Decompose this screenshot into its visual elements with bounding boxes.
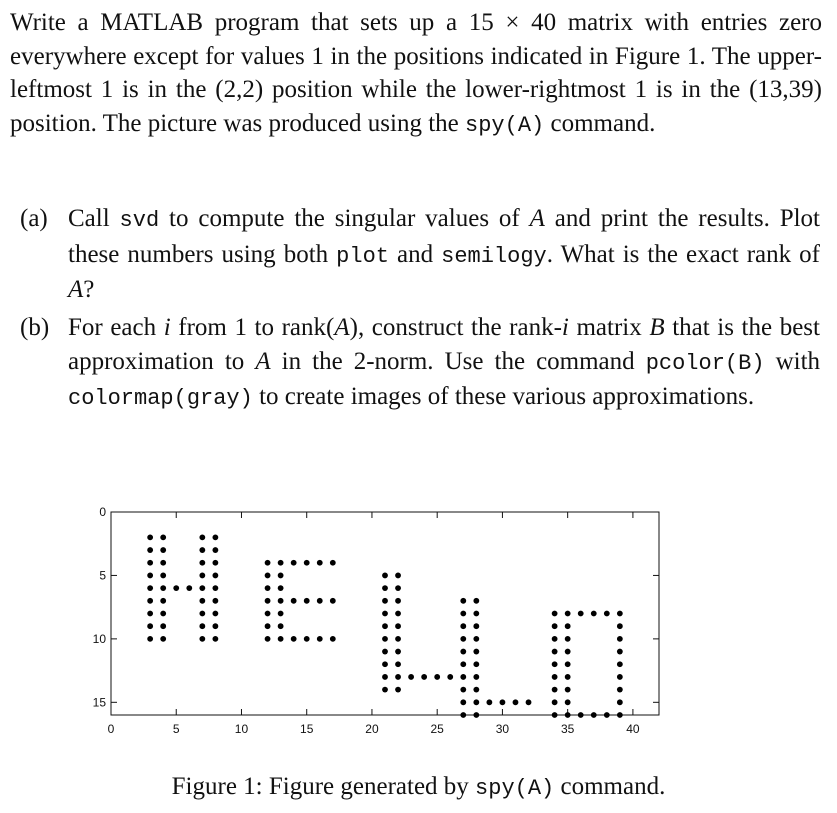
data-point [460,611,466,617]
data-point [382,649,388,655]
data-point [617,687,623,693]
figure-caption: Figure 1: Figure generated by spy(A) command. [171,773,666,801]
data-point [147,611,153,617]
data-point [408,674,414,680]
data-point [617,611,623,617]
data-point [212,547,218,553]
data-point [278,598,284,604]
data-point [278,585,284,591]
data-point [382,661,388,667]
data-point [552,699,558,705]
data-point [565,712,571,718]
data-point [186,585,192,591]
code-semilogy: semilogy [441,243,547,269]
data-point [552,687,558,693]
data-point [382,687,388,693]
data-point [565,611,571,617]
data-point [212,598,218,604]
data-point [265,623,271,629]
x-tick-label: 40 [626,722,640,736]
data-point [212,611,218,617]
data-point [147,560,153,566]
data-point [317,560,323,566]
data-point [278,560,284,566]
data-point [304,636,310,642]
data-point [160,573,166,579]
data-point [395,611,401,617]
data-point [565,636,571,642]
data-point [395,674,401,680]
data-point [460,598,466,604]
data-point [278,573,284,579]
data-point [147,547,153,553]
data-point [552,661,558,667]
data-point [212,534,218,540]
data-point [147,623,153,629]
data-point [278,623,284,629]
data-point [460,712,466,718]
data-point [473,649,479,655]
data-point [513,699,519,705]
data-point [317,598,323,604]
data-point [173,585,179,591]
data-point [500,699,506,705]
data-point [265,573,271,579]
data-point [591,611,597,617]
data-point [291,598,297,604]
part-b [20,311,820,416]
data-point [473,674,479,680]
data-point [552,636,558,642]
part-a [20,202,820,307]
data-point [434,674,440,680]
data-point [460,636,466,642]
x-tick-label: 35 [560,722,575,736]
data-point [304,598,310,604]
data-point [473,598,479,604]
data-point [147,573,153,579]
data-point [473,661,479,667]
data-point [330,560,336,566]
data-point [421,674,427,680]
data-point [278,611,284,617]
data-point [578,712,584,718]
code-svd: svd [119,208,160,233]
data-point [291,636,297,642]
data-point [473,623,479,629]
x-tick-label: 20 [365,722,379,736]
y-tick-label: 15 [92,695,106,710]
data-point [265,636,271,642]
part-b-label: (b) [20,314,50,341]
data-point [460,623,466,629]
data-point [552,674,558,680]
x-tick-label: 5 [172,722,180,736]
data-point [382,585,388,591]
data-point [212,560,218,566]
part-a-label: (a) [20,205,48,232]
data-point [382,636,388,642]
data-point [199,598,205,604]
part-b-text: For each i from 1 to rank(A), construct the rank-i matrix B that is the best approximation to A in the 2-norm. Use the command pcolor(B) with colormap(gray) to create images of these various approximations. [68,314,821,411]
data-point [552,611,558,617]
data-point [199,547,205,553]
data-point [147,534,153,540]
data-point [330,598,336,604]
data-point [160,623,166,629]
data-point [617,649,623,655]
data-point [265,611,271,617]
data-point [212,623,218,629]
data-point [526,699,532,705]
data-point [473,699,479,705]
data-point [199,623,205,629]
code-spy: spy(A) [465,112,545,138]
data-point [395,687,401,693]
data-point [160,585,166,591]
data-point [395,649,401,655]
code-plot: plot [336,243,389,269]
data-point [304,560,310,566]
data-point [212,585,218,591]
x-tick-label: 15 [300,722,314,736]
data-point [565,674,571,680]
data-point [473,687,479,693]
data-point [382,623,388,629]
data-point [395,573,401,579]
data-point [291,560,297,566]
data-point [278,636,284,642]
data-point [552,712,558,718]
data-point [473,712,479,718]
problem-intro: Write a MATLAB program that sets up a 15 × 40 matrix with entries zero everywhere except for values 1 in the positions indicated in Figure 1. The upper-leftmost 1 is in the (2,2) position while the lower-rightmost 1 is in the (13,39) position. The picture was produced using the spy(A) command. [10,9,822,138]
data-point [565,699,571,705]
data-point [460,674,466,680]
data-point [199,636,205,642]
data-point [160,560,166,566]
data-point [199,534,205,540]
data-point [265,560,271,566]
data-point [565,623,571,629]
y-tick-label: 0 [99,505,106,519]
data-point [578,611,584,617]
data-point [317,636,323,642]
data-point [617,699,623,705]
data-point [199,585,205,591]
data-point [212,573,218,579]
data-point [160,636,166,642]
data-point [395,585,401,591]
data-point [395,598,401,604]
data-point [330,636,336,642]
data-point [447,674,453,680]
data-point [265,598,271,604]
caption-code: spy(A) [475,776,555,801]
data-point [265,585,271,591]
data-point [604,712,610,718]
data-point [160,611,166,617]
data-point [460,649,466,655]
data-point [460,699,466,705]
data-point [565,661,571,667]
data-point [382,611,388,617]
data-point [591,712,597,718]
data-point [160,534,166,540]
x-tick-label: 30 [495,722,510,736]
data-point [565,649,571,655]
data-point [147,585,153,591]
data-point [460,661,466,667]
data-point [160,547,166,553]
data-point [147,636,153,642]
x-tick-label: 25 [430,722,444,736]
data-point [617,623,623,629]
data-point [147,598,153,604]
data-point [395,636,401,642]
data-point [473,611,479,617]
code-colormap: colormap(gray) [68,386,253,411]
data-point [552,623,558,629]
y-tick-label: 10 [92,631,106,646]
data-point [617,712,623,718]
data-point [212,636,218,642]
data-point [486,699,492,705]
data-point [382,573,388,579]
data-point [617,636,623,642]
data-point [617,661,623,667]
data-point [382,674,388,680]
data-point [460,687,466,693]
data-point [382,598,388,604]
part-a-text: Call svd to compute the singular values of A and print the results. Plot these numbers using both plot and semilogy. What is the exact rank of A? [68,205,820,303]
data-point [199,573,205,579]
code-pcolor: pcolor(B) [645,350,765,376]
data-point [199,560,205,566]
x-tick-label: 10 [234,722,249,736]
data-point [395,661,401,667]
x-tick-label: 0 [107,722,115,736]
data-point [617,674,623,680]
data-point [552,649,558,655]
y-tick-label: 5 [99,568,106,583]
data-point [473,636,479,642]
data-point [395,623,401,629]
data-point [604,611,610,617]
spy-plot [80,492,680,742]
data-point [565,687,571,693]
data-point [160,598,166,604]
data-point [199,611,205,617]
